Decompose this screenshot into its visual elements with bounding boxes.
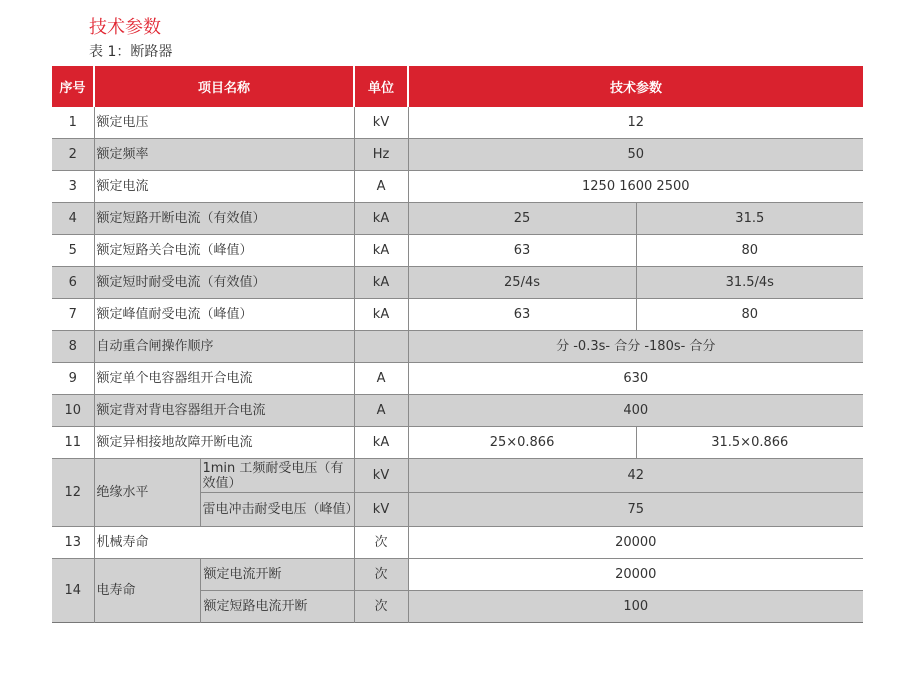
row-value: 20000 — [408, 527, 863, 559]
sub-value: 100 — [408, 591, 863, 623]
table-row — [52, 171, 863, 203]
header-row — [52, 66, 863, 107]
row-seq: 3 — [52, 171, 94, 203]
row-seq: 10 — [52, 395, 94, 427]
row-unit: kA — [354, 235, 408, 267]
sub-value: 75 — [408, 493, 863, 527]
row-seq: 2 — [52, 139, 94, 171]
row-name: 额定单个电容器组开合电流 — [94, 363, 354, 395]
row-unit: A — [354, 395, 408, 427]
row-name: 额定峰值耐受电流（峰值） — [94, 299, 354, 331]
row-value-a: 25/4s — [408, 267, 636, 299]
sub-unit: kV — [354, 459, 408, 493]
table-row — [52, 235, 863, 267]
row-unit — [354, 331, 408, 363]
header-name: 项目名称 — [94, 66, 354, 107]
row-unit: kA — [354, 267, 408, 299]
table-row — [52, 459, 863, 493]
row-name: 额定电流 — [94, 171, 354, 203]
row-name: 额定短路关合电流（峰值） — [94, 235, 354, 267]
table-row — [52, 427, 863, 459]
row-unit: A — [354, 171, 408, 203]
row-value-a: 63 — [408, 299, 636, 331]
row-seq: 14 — [52, 559, 94, 623]
table-row — [52, 363, 863, 395]
row-seq: 11 — [52, 427, 94, 459]
row-value-a: 63 — [408, 235, 636, 267]
row-seq: 9 — [52, 363, 94, 395]
row-unit: Hz — [354, 139, 408, 171]
row-seq: 4 — [52, 203, 94, 235]
table-row — [52, 527, 863, 559]
row-value: 400 — [408, 395, 863, 427]
row-seq: 12 — [52, 459, 94, 527]
table-row — [52, 203, 863, 235]
spec-table — [52, 66, 863, 623]
table-caption: 表 1：断路器 — [89, 44, 173, 60]
row-unit: 次 — [354, 527, 408, 559]
table-row — [52, 107, 863, 139]
sub-name: 额定短路电流开断 — [200, 591, 354, 623]
row-value-b: 31.5 — [636, 203, 863, 235]
sub-unit: kV — [354, 493, 408, 527]
row-unit: kA — [354, 427, 408, 459]
row-name: 额定异相接地故障开断电流 — [94, 427, 354, 459]
sub-value: 20000 — [408, 559, 863, 591]
row-unit: kV — [354, 107, 408, 139]
row-value: 630 — [408, 363, 863, 395]
row-name: 额定短时耐受电流（有效值） — [94, 267, 354, 299]
page-title: 技术参数 — [89, 17, 161, 38]
header-seq: 序号 — [52, 66, 94, 107]
row-seq: 7 — [52, 299, 94, 331]
row-name: 电寿命 — [94, 559, 200, 623]
row-value-b: 31.5/4s — [636, 267, 863, 299]
sub-name: 1min 工频耐受电压（有效值） — [200, 459, 354, 493]
row-name: 机械寿命 — [94, 527, 354, 559]
row-name: 额定背对背电容器组开合电流 — [94, 395, 354, 427]
row-unit: kA — [354, 203, 408, 235]
sub-name: 雷电冲击耐受电压（峰值） — [200, 493, 354, 527]
row-name: 额定短路开断电流（有效值） — [94, 203, 354, 235]
row-name: 绝缘水平 — [94, 459, 200, 527]
row-value-b: 80 — [636, 235, 863, 267]
header-unit: 单位 — [354, 66, 408, 107]
table-row — [52, 299, 863, 331]
table-row — [52, 267, 863, 299]
row-value: 12 — [408, 107, 863, 139]
row-seq: 6 — [52, 267, 94, 299]
row-name: 额定电压 — [94, 107, 354, 139]
row-name: 自动重合闸操作顺序 — [94, 331, 354, 363]
table-row — [52, 559, 863, 591]
row-value: 分 -0.3s- 合分 -180s- 合分 — [408, 331, 863, 363]
sub-name: 额定电流开断 — [200, 559, 354, 591]
header-spec: 技术参数 — [408, 66, 863, 107]
row-value: 1250 1600 2500 — [408, 171, 863, 203]
sub-unit: 次 — [354, 591, 408, 623]
row-value-a: 25 — [408, 203, 636, 235]
row-seq: 8 — [52, 331, 94, 363]
row-seq: 5 — [52, 235, 94, 267]
row-value-a: 25×0.866 — [408, 427, 636, 459]
table-row — [52, 139, 863, 171]
row-value-b: 31.5×0.866 — [636, 427, 863, 459]
row-unit: A — [354, 363, 408, 395]
row-value: 50 — [408, 139, 863, 171]
table-row — [52, 331, 863, 363]
sub-value: 42 — [408, 459, 863, 493]
row-name: 额定频率 — [94, 139, 354, 171]
row-seq: 1 — [52, 107, 94, 139]
row-unit: kA — [354, 299, 408, 331]
table-row — [52, 395, 863, 427]
row-value-b: 80 — [636, 299, 863, 331]
sub-unit: 次 — [354, 559, 408, 591]
row-seq: 13 — [52, 527, 94, 559]
